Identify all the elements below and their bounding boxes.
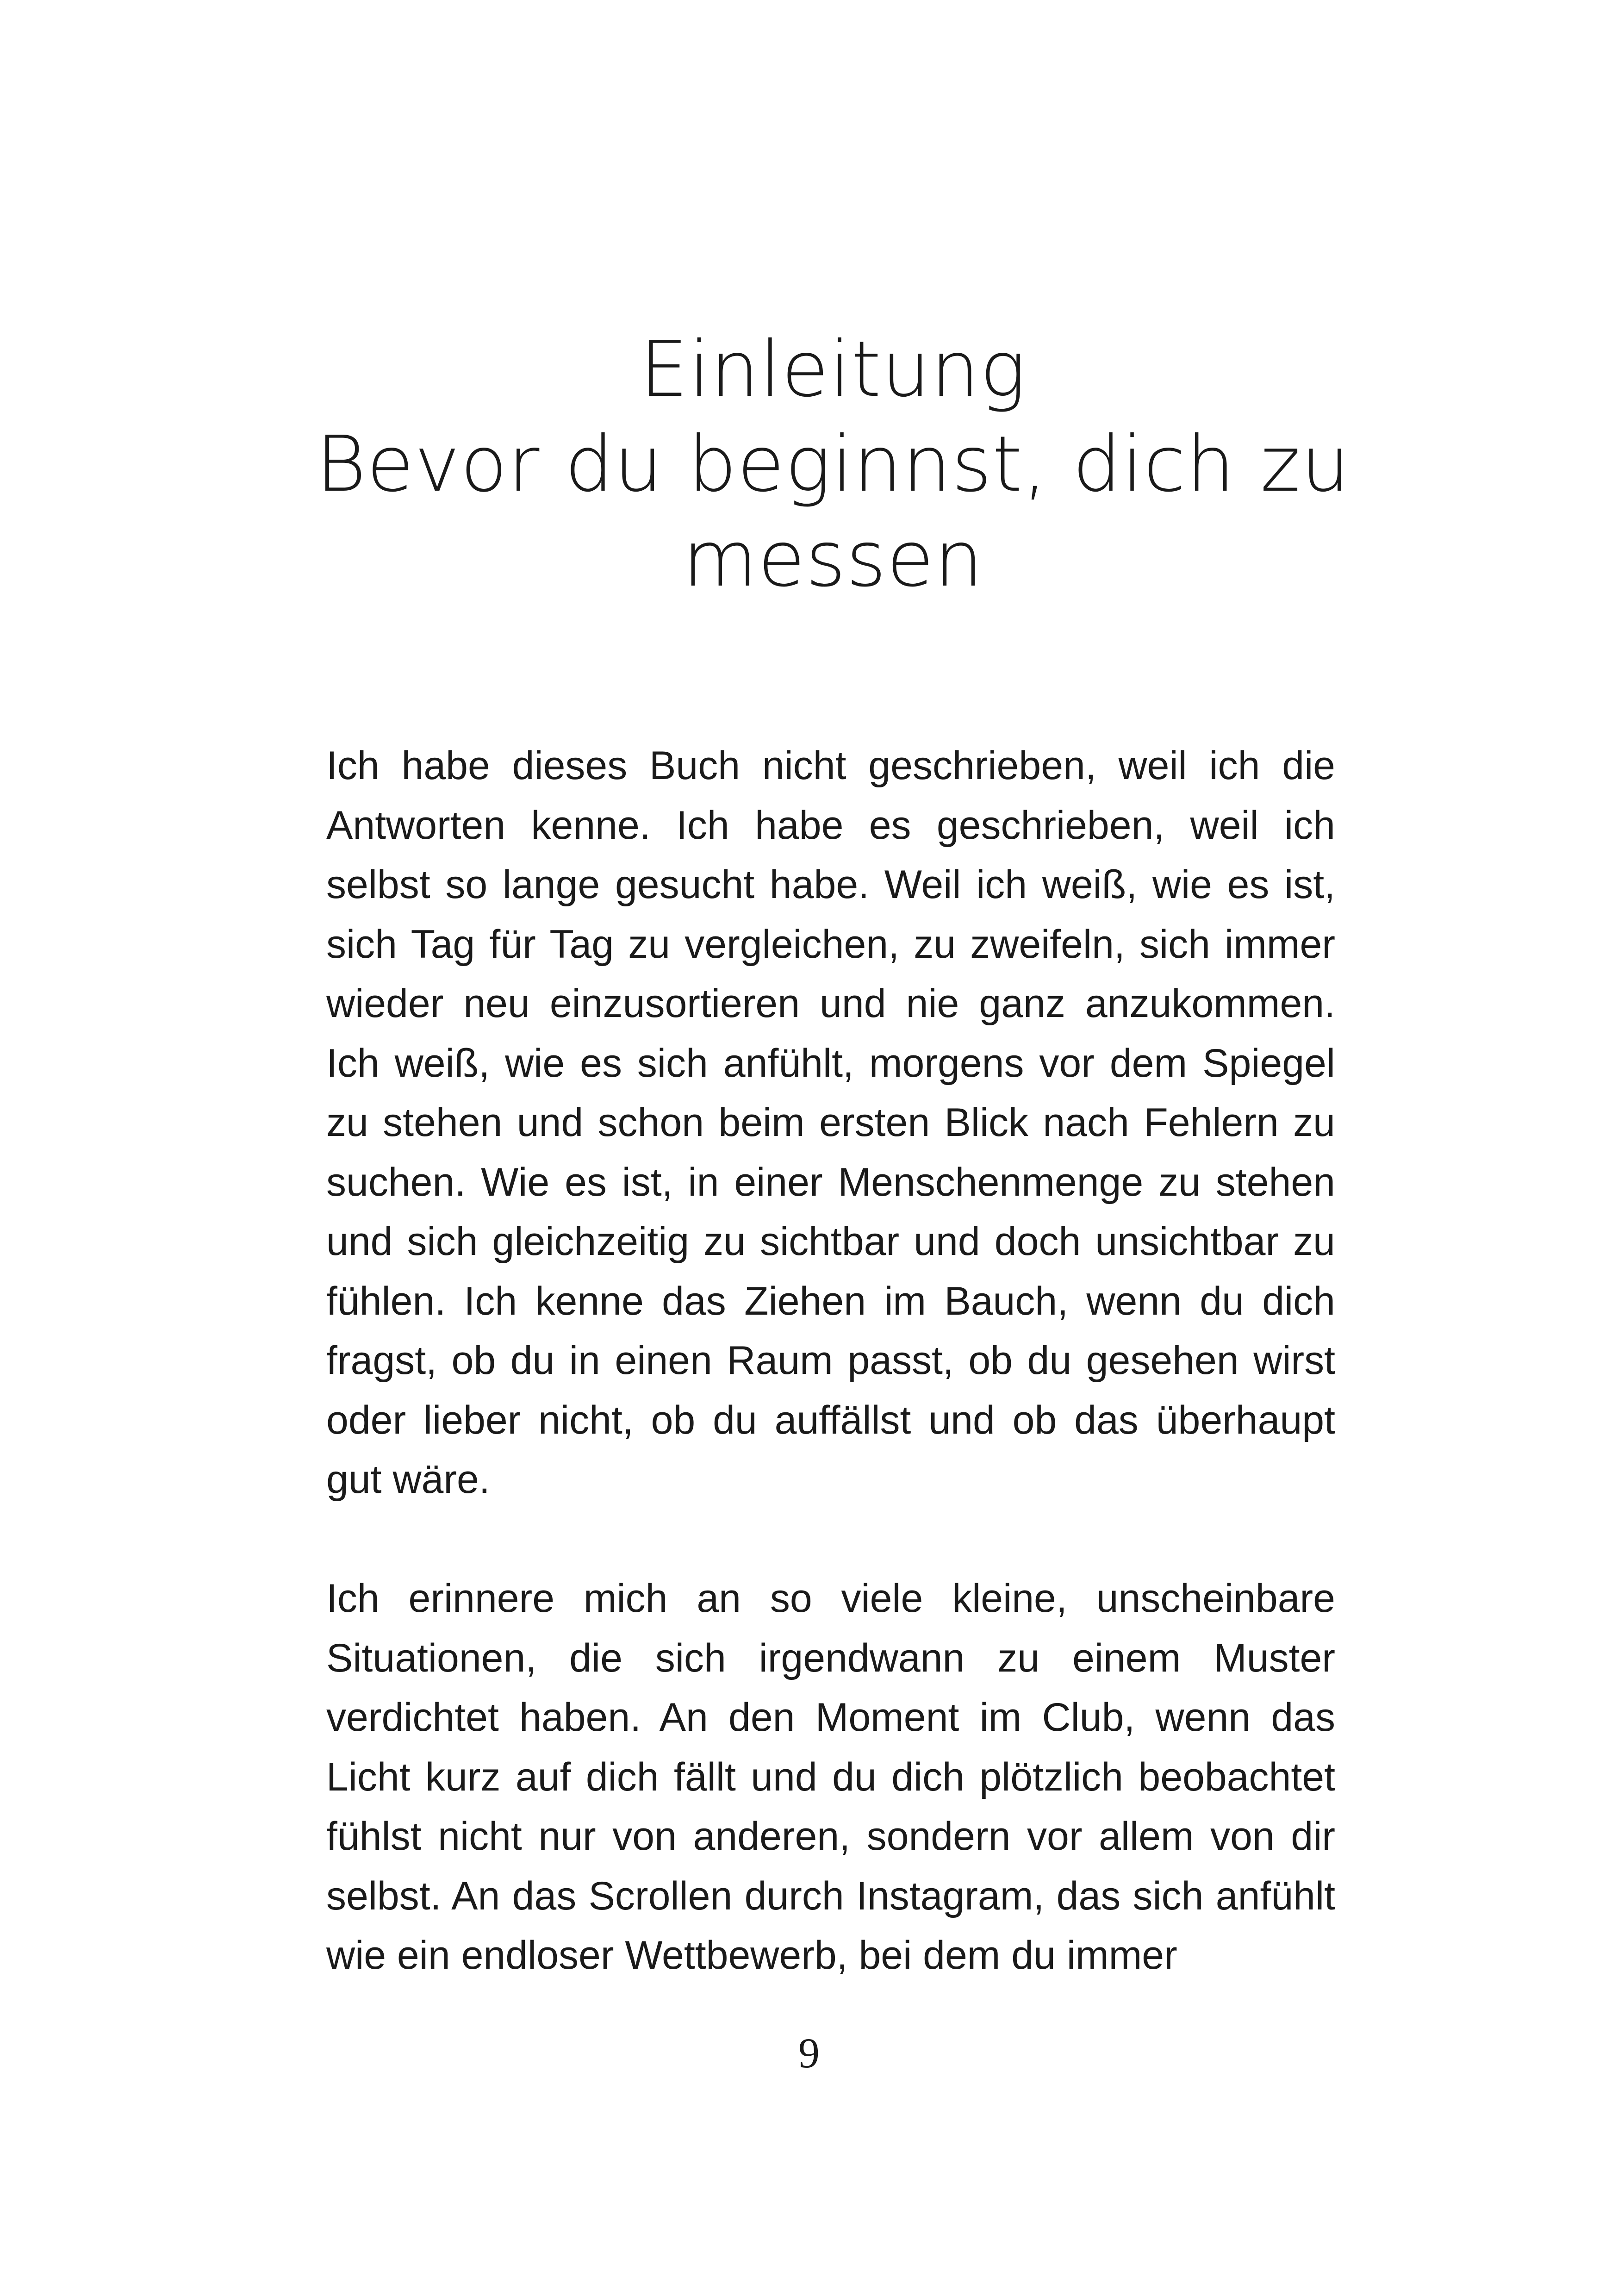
chapter-title-line-2: messen bbox=[682, 515, 984, 605]
paragraph-1: Ich habe dieses Buch nicht geschrieben, weil ich die Antworten kenne. Ich habe es geschrieben, weil ich selbst so lange gesucht habe. Weil ich weiß, wie es ist, sich Tag für Tag zu vergleichen, zu zweifeln, sich immer wieder neu einzusortieren und nie ganz anzukommen. Ich weiß, wie es sich anfühlt, morgens vor dem Spiegel zu stehen und schon beim ersten Blick nach Fehlern zu suchen. Wie es ist, in einer Menschenmenge zu stehen und sich gleichzeitig zu sichtbar und doch unsichtbar zu fühlen. Ich kenne das Ziehen im Bauch, wenn du dich fragst, ob du in einen Raum passt, ob du gesehen wirst oder lieber nicht, ob du auffällst und ob das überhaupt gut wäre. bbox=[326, 743, 1335, 1502]
chapter-heading bbox=[278, 322, 1388, 607]
chapter-title-line-1: Bevor du beginnst, dich zu bbox=[316, 420, 1350, 510]
page-number: 9 bbox=[798, 2029, 820, 2077]
body-text bbox=[326, 736, 1335, 1985]
chapter-label: Einleitung bbox=[640, 325, 1027, 415]
paragraph-2: Ich erinnere mich an so viele kleine, unscheinbare Situationen, die sich irgendwann zu einem Muster verdichtet haben. An den Moment im Club, wenn das Licht kurz auf dich fällt und du dich plötzlich beobachtet fühlst nicht nur von anderen, sondern vor allem von dir selbst. An das Scrollen durch Instagram, das sich anfühlt wie ein endloser Wettbewerb, bei dem du immer bbox=[326, 1576, 1335, 1978]
